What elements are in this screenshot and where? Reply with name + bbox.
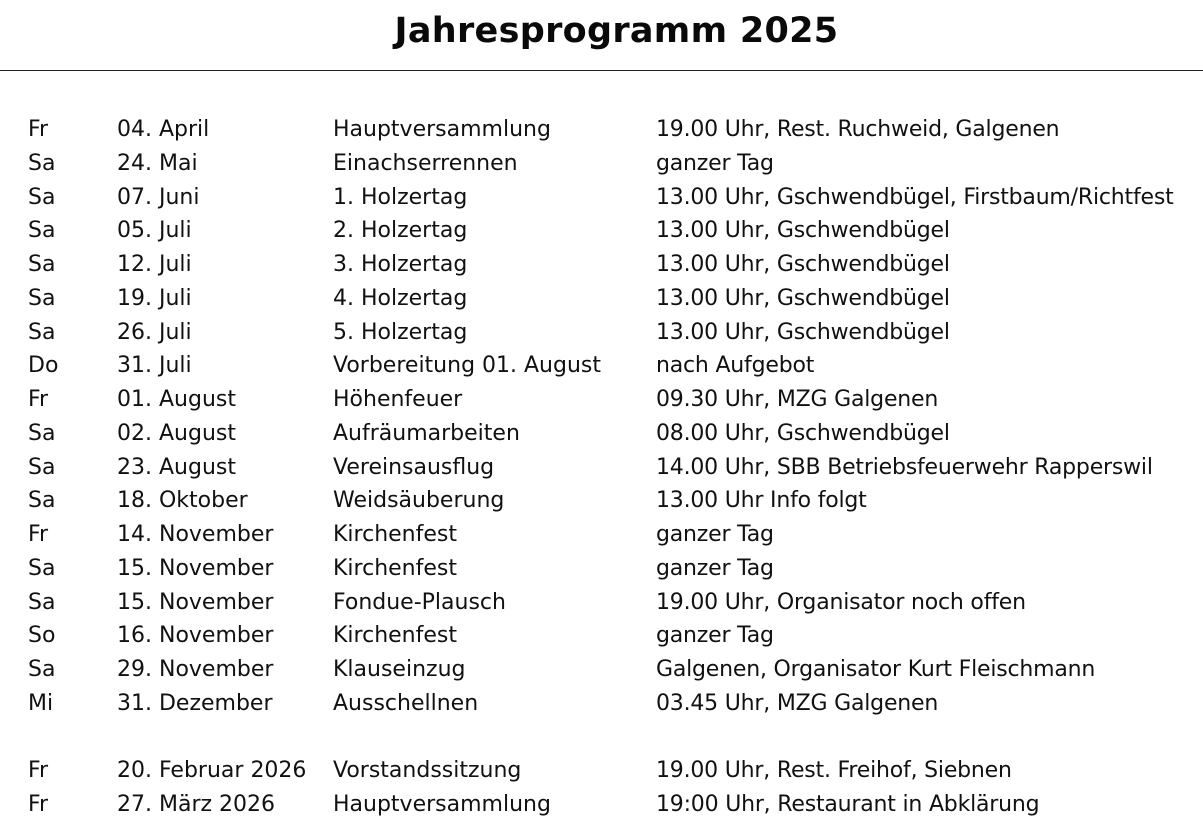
event-info: 13.00 Uhr, Gschwendbügel (656, 252, 950, 277)
event-day: Sa (28, 488, 56, 514)
event-info: 09.30 Uhr, MZG Galgenen (656, 387, 939, 412)
event-date: 01. August (117, 387, 236, 412)
event-row (0, 417, 1203, 451)
event-info: 03.45 Uhr, MZG Galgenen (656, 690, 939, 716)
event-date: 20. Februar 2026 (117, 758, 307, 784)
event-name: 1. Holzertag (333, 184, 468, 210)
event-row (0, 349, 1203, 383)
event-row (0, 788, 1203, 822)
event-name: 2. Holzertag (333, 218, 468, 244)
event-name: Vorbereitung 01. August (333, 353, 601, 379)
event-day: Sa (28, 420, 56, 446)
event-date: 15. November (117, 555, 274, 581)
event-name: Ausschellnen (333, 690, 479, 716)
page-title: Jahresprogramm 2025 (394, 11, 839, 51)
event-day: Sa (28, 319, 56, 345)
event-row (0, 586, 1203, 620)
event-info: 08.00 Uhr, Gschwendbügel (656, 420, 950, 446)
event-date: 19. Juli (117, 285, 192, 311)
title-divider (0, 70, 1203, 71)
event-name: Kirchenfest (333, 623, 457, 649)
event-info: 14.00 Uhr, SBB Betriebsfeuerwehr Rapperswil (656, 454, 1153, 480)
event-date: 15. November (117, 589, 274, 615)
event-name: Hauptversammlung (333, 117, 551, 142)
event-day: Sa (28, 285, 56, 311)
event-row (0, 687, 1203, 721)
event-row (0, 181, 1203, 215)
event-name: Einachserrennen (333, 150, 518, 176)
event-date: 31. Juli (117, 353, 192, 379)
event-date: 14. November (117, 522, 274, 547)
event-day: Fr (28, 522, 49, 547)
event-date: 04. April (117, 117, 210, 142)
event-day: Sa (28, 555, 56, 581)
event-info: Galgenen, Organisator Kurt Fleischmann (656, 657, 1096, 682)
event-day: Fr (28, 792, 49, 817)
event-name: Höhenfeuer (333, 387, 463, 412)
event-name: Weidsäuberung (333, 488, 505, 514)
event-info: 13.00 Uhr, Gschwendbügel, Firstbaum/Richtfest (656, 184, 1174, 210)
event-name: Vereinsausflug (333, 454, 495, 480)
event-day: Fr (28, 117, 49, 142)
event-day: Sa (28, 150, 56, 176)
event-row (0, 619, 1203, 653)
event-info: 19.00 Uhr, Rest. Freihof, Siebnen (656, 758, 1012, 784)
event-date: 31. Dezember (117, 690, 273, 716)
event-row (0, 451, 1203, 485)
event-name: Vorstandssitzung (333, 758, 522, 784)
event-day: Fr (28, 758, 49, 784)
event-info: ganzer Tag (656, 522, 774, 547)
event-info: 19.00 Uhr, Organisator noch offen (656, 589, 1026, 615)
event-name: Kirchenfest (333, 555, 457, 581)
event-info: 13.00 Uhr, Gschwendbügel (656, 319, 950, 345)
event-date: 07. Juni (117, 184, 200, 210)
event-date: 12. Juli (117, 252, 192, 277)
event-info: 13.00 Uhr, Gschwendbügel (656, 285, 950, 311)
event-row (0, 518, 1203, 552)
event-day: So (28, 623, 56, 649)
event-name: Klauseinzug (333, 657, 466, 682)
event-row (0, 316, 1203, 350)
event-info: ganzer Tag (656, 623, 774, 649)
event-info: ganzer Tag (656, 150, 774, 176)
event-info: ganzer Tag (656, 555, 774, 581)
event-name: Aufräumarbeiten (333, 420, 520, 446)
event-row (0, 484, 1203, 518)
event-name: 4. Holzertag (333, 285, 468, 311)
event-row (0, 113, 1203, 147)
event-row (0, 383, 1203, 417)
event-info: nach Aufgebot (656, 353, 815, 379)
event-name: 3. Holzertag (333, 252, 468, 277)
event-date: 23. August (117, 454, 236, 480)
event-name: 5. Holzertag (333, 319, 468, 345)
event-info: 19.00 Uhr, Rest. Ruchweid, Galgenen (656, 117, 1060, 142)
event-date: 02. August (117, 420, 236, 446)
event-row (0, 282, 1203, 316)
event-row (0, 552, 1203, 586)
event-row (0, 214, 1203, 248)
event-info: 13.00 Uhr Info folgt (656, 488, 867, 514)
event-day: Sa (28, 657, 56, 682)
event-name: Kirchenfest (333, 522, 457, 547)
event-date: 16. November (117, 623, 274, 649)
event-day: Sa (28, 589, 56, 615)
event-day: Sa (28, 218, 56, 244)
event-date: 27. März 2026 (117, 792, 276, 817)
event-date: 26. Juli (117, 319, 192, 345)
event-date: 29. November (117, 657, 274, 682)
event-row (0, 147, 1203, 181)
event-day: Sa (28, 184, 56, 210)
event-info: 13.00 Uhr, Gschwendbügel (656, 218, 950, 244)
event-name: Fondue-Plausch (333, 589, 506, 615)
event-name: Hauptversammlung (333, 792, 551, 817)
event-info: 19:00 Uhr, Restaurant in Abklärung (656, 792, 1040, 817)
event-date: 18. Oktober (117, 488, 248, 514)
event-schedule (0, 113, 1203, 822)
event-day: Fr (28, 387, 49, 412)
event-row (0, 248, 1203, 282)
event-date: 24. Mai (117, 150, 198, 176)
event-day: Mi (28, 690, 54, 716)
event-day: Sa (28, 454, 56, 480)
event-day: Do (28, 353, 59, 379)
event-row (0, 754, 1203, 788)
event-date: 05. Juli (117, 218, 192, 244)
event-day: Sa (28, 252, 56, 277)
event-row (0, 653, 1203, 687)
